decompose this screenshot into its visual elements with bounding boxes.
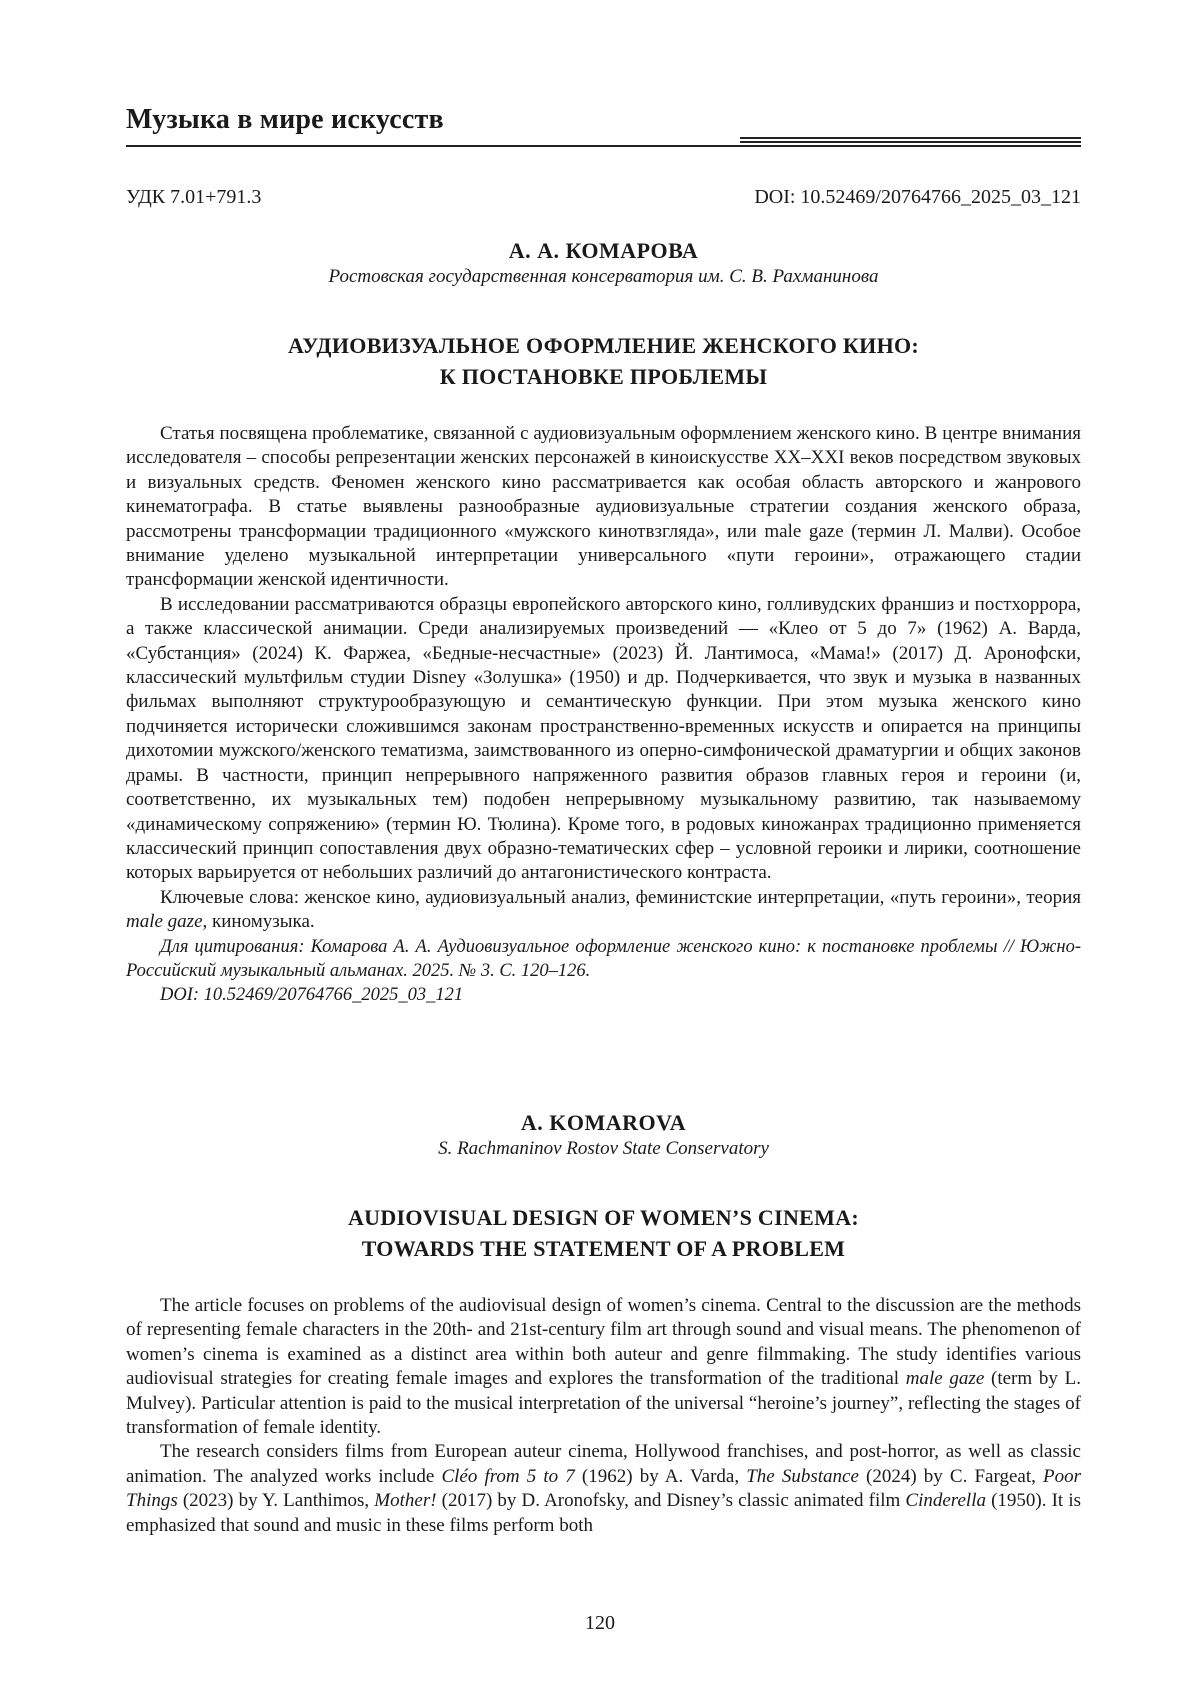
ru-abstract	[126, 422, 1081, 1008]
ru-keywords-term: male gaze	[126, 911, 203, 933]
en-title-line-1: AUDIOVISUAL DESIGN OF WOMEN’S CINEMA:	[347, 1205, 860, 1230]
en-abstract-paragraph-2	[126, 1440, 1081, 1538]
en-author-block	[126, 1110, 1081, 1160]
en-abstract-paragraph-1	[126, 1294, 1081, 1440]
en-film-title: Mother!	[374, 1490, 437, 1512]
en-author: A. KOMAROVA	[520, 1110, 687, 1135]
en-p1-term: male gaze	[905, 1368, 985, 1390]
page-number: 120	[585, 1612, 615, 1634]
ru-citation: Для цитирования: Комарова А. А. Аудиовизуальное оформление женского кино: к постановке проблемы // Южно-Российский музыкальный альманах. 2025. № 3. С. 120–126.	[126, 936, 1081, 981]
header-rule-accent-1	[740, 137, 1081, 139]
en-abstract	[126, 1294, 1081, 1538]
en-p2-text-e: (2017) by D. Aronofsky, and Disney’s classic animated film	[436, 1490, 906, 1512]
en-title	[126, 1202, 1081, 1264]
ru-keywords-end: , киномузыка.	[202, 911, 315, 933]
en-title-line-2: TOWARDS THE STATEMENT OF A PROBLEM	[361, 1236, 846, 1261]
ru-affiliation: Ростовская государственная консерватория им. С. В. Рахманинова	[328, 266, 879, 287]
en-film-title: Cinderella	[905, 1490, 986, 1512]
en-p2-text-f: (1950). It is emphasized that sound and music in these films perform both	[126, 1490, 1081, 1536]
ru-author: А. А. КОМАРОВА	[508, 238, 699, 263]
ru-keywords	[126, 886, 1081, 935]
en-p2-text-c: (2024) by C. Fargeat,	[858, 1465, 1043, 1487]
header-rule-accent-2	[740, 141, 1081, 143]
udk-code: УДК 7.01+791.3	[126, 186, 262, 208]
en-p2-text-a: The research considers films from European auteur cinema, Hollywood franchises, and post-horror, as well as classic animation. The analyzed works include	[126, 1441, 1081, 1487]
en-film-title: The Substance	[746, 1465, 859, 1487]
ru-citation-doi: DOI: 10.52469/20764766_2025_03_121	[160, 985, 464, 1006]
en-affiliation: S. Rachmaninov Rostov State Conservatory	[438, 1138, 769, 1159]
en-p1-text-a: The article focuses on problems of the audiovisual design of women’s cinema. Central to the discussion are the methods of representing female characters in the 20th- and 21st-century film art through sound and visual means. The phenomenon of women’s cinema is examined as a distinct area within both auteur and genre filmmaking. The study identifies various audiovisual strategies for creating female images and explores the transformation of the traditional	[126, 1295, 1081, 1390]
en-p2-text-d: (2023) by Y. Lanthimos,	[177, 1490, 375, 1512]
ru-author-block	[126, 238, 1081, 288]
ru-abstract-paragraph-2: В исследовании рассматриваются образцы европейского авторского кино, голливудских франшиз и постхоррора, а также классической анимации. Среди анализируемых произведений — «Клео от 5 до 7» (1962) А. Варда, «Субстанция» (2024) К. Фаржеа, «Бедные-несчастные» (2023) Й. Лантимоса, «Мама!» (2017) Д. Аронофски, классический мультфильм студии Disney «Золушка» (1950) и др. Подчеркивается, что звук и музыка в названных фильмах выполняют структурообразующую и семантическую функции. При этом музыка женского кино подчиняется исторически сложившимся законам пространственно-временных искусств и опирается на принципы дихотомии мужского/женского тематизма, заимствованного из оперно-симфонической драматургии и общих законов драмы. В частности, принцип непрерывного напряженного развития образов главных героя и героини (и, соответственно, их музыкальных тем) подобен непрерывному музыкальному развитию, так называемому «динамическому сопряжению» (термин Ю. Тюлина). Кроме того, в родовых киножанрах традиционно применяется классический принцип сопоставления двух образно-тематических сфер – условной героики и лирики, соотношение которых варьируется от небольших различий до антагонистического контраста.	[126, 593, 1081, 884]
doi-header: DOI: 10.52469/20764766_2025_03_121	[754, 186, 1081, 208]
en-p2-text-b: (1962) by A. Varda,	[574, 1465, 747, 1487]
ru-abstract-paragraph-1: Статья посвящена проблематике, связанной с аудиовизуальным оформлением женского кино. В центре внимания исследователя – способы репрезентации женских персонажей в киноискусстве XX–XXI веков посредством звуковых и визуальных средств. Феномен женского кино рассматривается как особая область авторского и жанрового кинематографа. В статье выявлены разнообразные аудиовизуальные стратегии создания женского образа, рассмотрены трансформации традиционного «мужского кинотвзгляда», или male gaze (термин Л. Малви). Особое внимание уделено музыкальной интерпретации универсального «пути героини», отражающего стадии трансформации женской идентичности.	[126, 423, 1081, 591]
header-rule	[126, 145, 1081, 147]
ru-title-line-1: АУДИОВИЗУАЛЬНОЕ ОФОРМЛЕНИЕ ЖЕНСКОГО КИНО:	[287, 333, 920, 358]
en-film-title: Cléo from 5 to 7	[441, 1465, 575, 1487]
ru-title-line-2: К ПОСТАНОВКЕ ПРОБЛЕМЫ	[439, 364, 768, 389]
en-p1-text-b: (term by L. Mulvey). Particular attention is paid to the musical interpretation of the universal “heroine’s journey”, reflecting the stages of transformation of female identity.	[126, 1368, 1081, 1439]
running-header-title: Музыка в мире искусств	[126, 104, 444, 135]
ru-title	[126, 330, 1081, 392]
en-film-title: Poor Things	[126, 1465, 1081, 1512]
ru-keywords-text: Ключевые слова: женское кино, аудиовизуальный анализ, феминистские интерпретации, «путь героини», теория	[160, 886, 1081, 908]
